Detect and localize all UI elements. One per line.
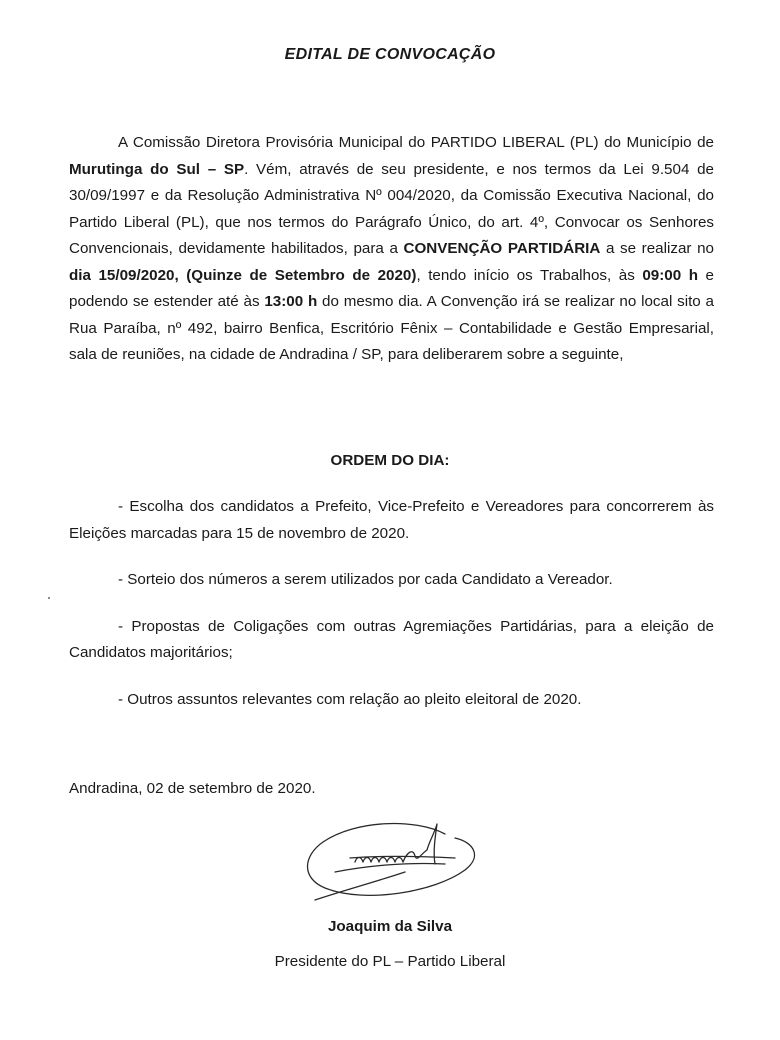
document-title: EDITAL DE CONVOCAÇÃO — [284, 46, 496, 63]
agenda-list — [69, 494, 714, 733]
start-time: 09:00 h — [642, 266, 699, 284]
text-span: A Comissão Diretora Provisória Municipal do PARTIDO LIBERAL (PL) do Município de — [118, 134, 714, 151]
convention-date: dia 15/09/2020, (Quinze de Setembro de 2020) — [69, 266, 417, 284]
agenda-item: - Sorteio dos números a serem utilizados por cada Candidato a Vereador. — [118, 571, 613, 588]
text-span: a se realizar no — [600, 240, 714, 257]
place-date: Andradina, 02 de setembro de 2020. — [69, 780, 316, 797]
agenda-item: - Escolha dos candidatos a Prefeito, Vice-Prefeito e Vereadores para concorrerem às Eleições marcadas para 15 de novembro de 2020. — [69, 498, 714, 542]
signer-role: Presidente do PL – Partido Liberal — [274, 953, 506, 970]
text-span: e podendo se estender até às — [69, 266, 714, 310]
agenda-heading: ORDEM DO DIA: — [330, 452, 450, 469]
handwritten-signature — [295, 812, 485, 912]
agenda-item: - Outros assuntos relevantes com relação ao pleito eleitoral de 2020. — [118, 690, 582, 708]
signer-name: Joaquim da Silva — [327, 918, 453, 935]
scan-speck — [48, 597, 50, 599]
agenda-item: - Propostas de Coligações com outras Agremiações Partidárias, para a eleição de Candidatos majoritários; — [69, 617, 714, 661]
convention-label: CONVENÇÃO PARTIDÁRIA — [403, 240, 601, 257]
end-time: 13:00 h — [264, 293, 318, 310]
municipality-name: Murutinga do Sul – SP — [69, 160, 245, 178]
convocation-paragraph — [69, 130, 714, 369]
text-span: do mesmo dia. A Convenção irá se realizar no local sito a Rua Paraíba, nº 492, bairro Benfica, Escritório Fênix – Contabilidade e Gestão Empresarial, sala de reuniões, na cidade de Andradina / SP, para deliberarem sobre a seguinte, — [69, 293, 714, 363]
text-span: , tendo início os Trabalhos, às — [416, 266, 643, 284]
paragraph-text — [69, 130, 714, 369]
text-span: . Vém, através de seu presidente, e nos termos da Lei 9.504 de 30/09/1997 e da Resolução Administrativa Nº 004/2020, da Comissão Executiva Nacional, do Partido Liberal (PL), que nos termos do Parágrafo Único, do art. 4º, Convocar os Senhores Convencionais, devidamente habilitados, para a — [69, 160, 714, 257]
